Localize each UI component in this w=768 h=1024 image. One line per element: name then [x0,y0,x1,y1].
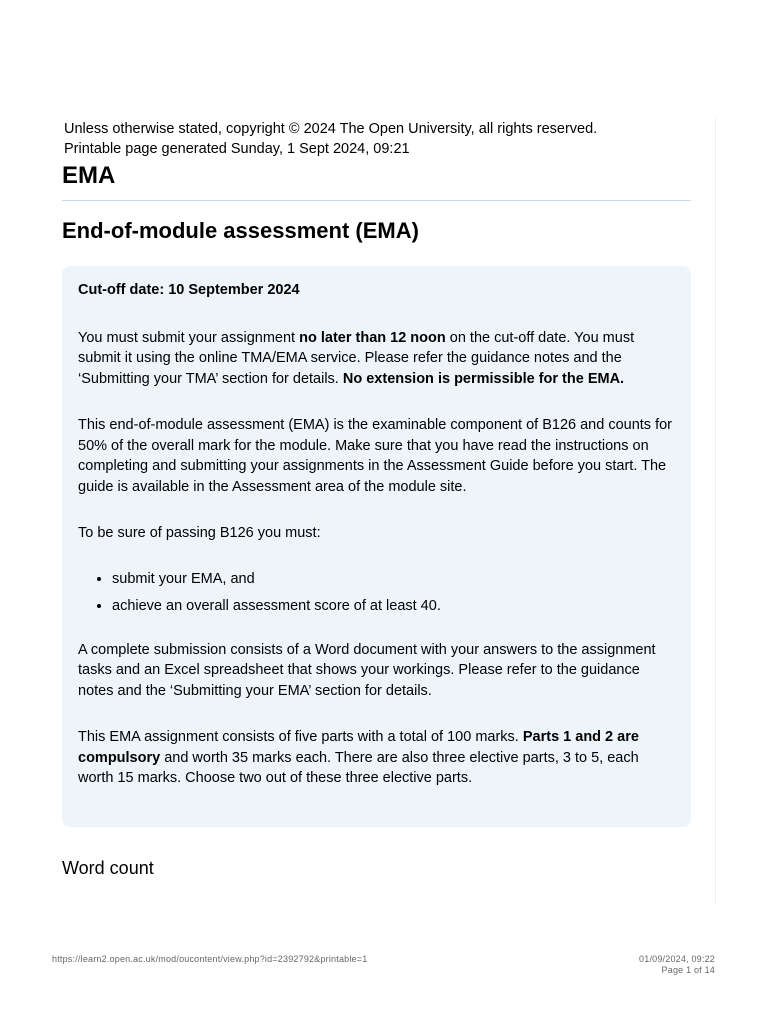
passing-requirements-list [78,569,675,617]
compulsory-emphasis: Parts 1 and 2 are compulsory [78,729,639,766]
list-item: • achieve an overall assessment score of at least 40. [112,596,675,617]
ema-description-paragraph: This end-of-module assessment (EMA) is the examinable component of B126 and counts for 50% of the overall mark for the module. Make sure that you have read the instructions on completing and submitting your assignments in the Assessment Guide before you start. The guide is available in the Assessment area of the module site. [78,417,672,495]
ema-info-box [62,266,691,827]
marks-text-1: This EMA assignment consists of five parts with a total of 100 marks. [78,729,523,745]
submission-contents-paragraph: A complete submission consists of a Word document with your answers to the assignment tasks and an Excel spreadsheet that shows your workings. Please refer to the guidance notes and the ‘Submitting your EMA’ section for details. [78,641,656,699]
copyright-notice: Unless otherwise stated, copyright © 2024 The Open University, all rights reserved. [64,121,598,137]
footer-url: https://learn2.open.ac.uk/mod/oucontent/view.php?id=2392792&printable=1 [52,954,368,964]
deadline-emphasis: no later than 12 noon [299,329,446,346]
printed-date: Printable page generated Sunday, 1 Sept 2024, 09:21 [64,141,410,157]
passing-intro-paragraph: To be sure of passing B126 you must: [78,525,321,541]
submission-text-1: You must submit your assignment [78,329,300,346]
footer-info [639,954,715,976]
footer-datetime: 01/09/2024, 09:22 [639,954,715,964]
marks-paragraph [78,727,675,789]
submission-paragraph [78,328,675,390]
list-item: • submit your EMA, and [112,569,675,590]
submission-text-2: on the cut-off date. You must submit it using the online TMA/EMA service. Please refer the guidance notes and the ‘Submitting your TMA’ section for details. [78,329,635,387]
no-extension-emphasis: No extension is permissible for the EMA. [342,370,625,387]
page-title: EMA [62,162,116,189]
cutoff-date: Cut-off date: 10 September 2024 [78,282,300,298]
footer-page-number: Page 1 of 14 [661,965,715,975]
title-divider [62,200,691,201]
marks-text-2: and worth 35 marks each. There are also three elective parts, 3 to 5, each worth 15 marks. Choose two out of these three elective parts. [78,749,639,786]
section-heading: End-of-module assessment (EMA) [62,218,419,243]
word-count-heading: Word count [62,858,154,878]
